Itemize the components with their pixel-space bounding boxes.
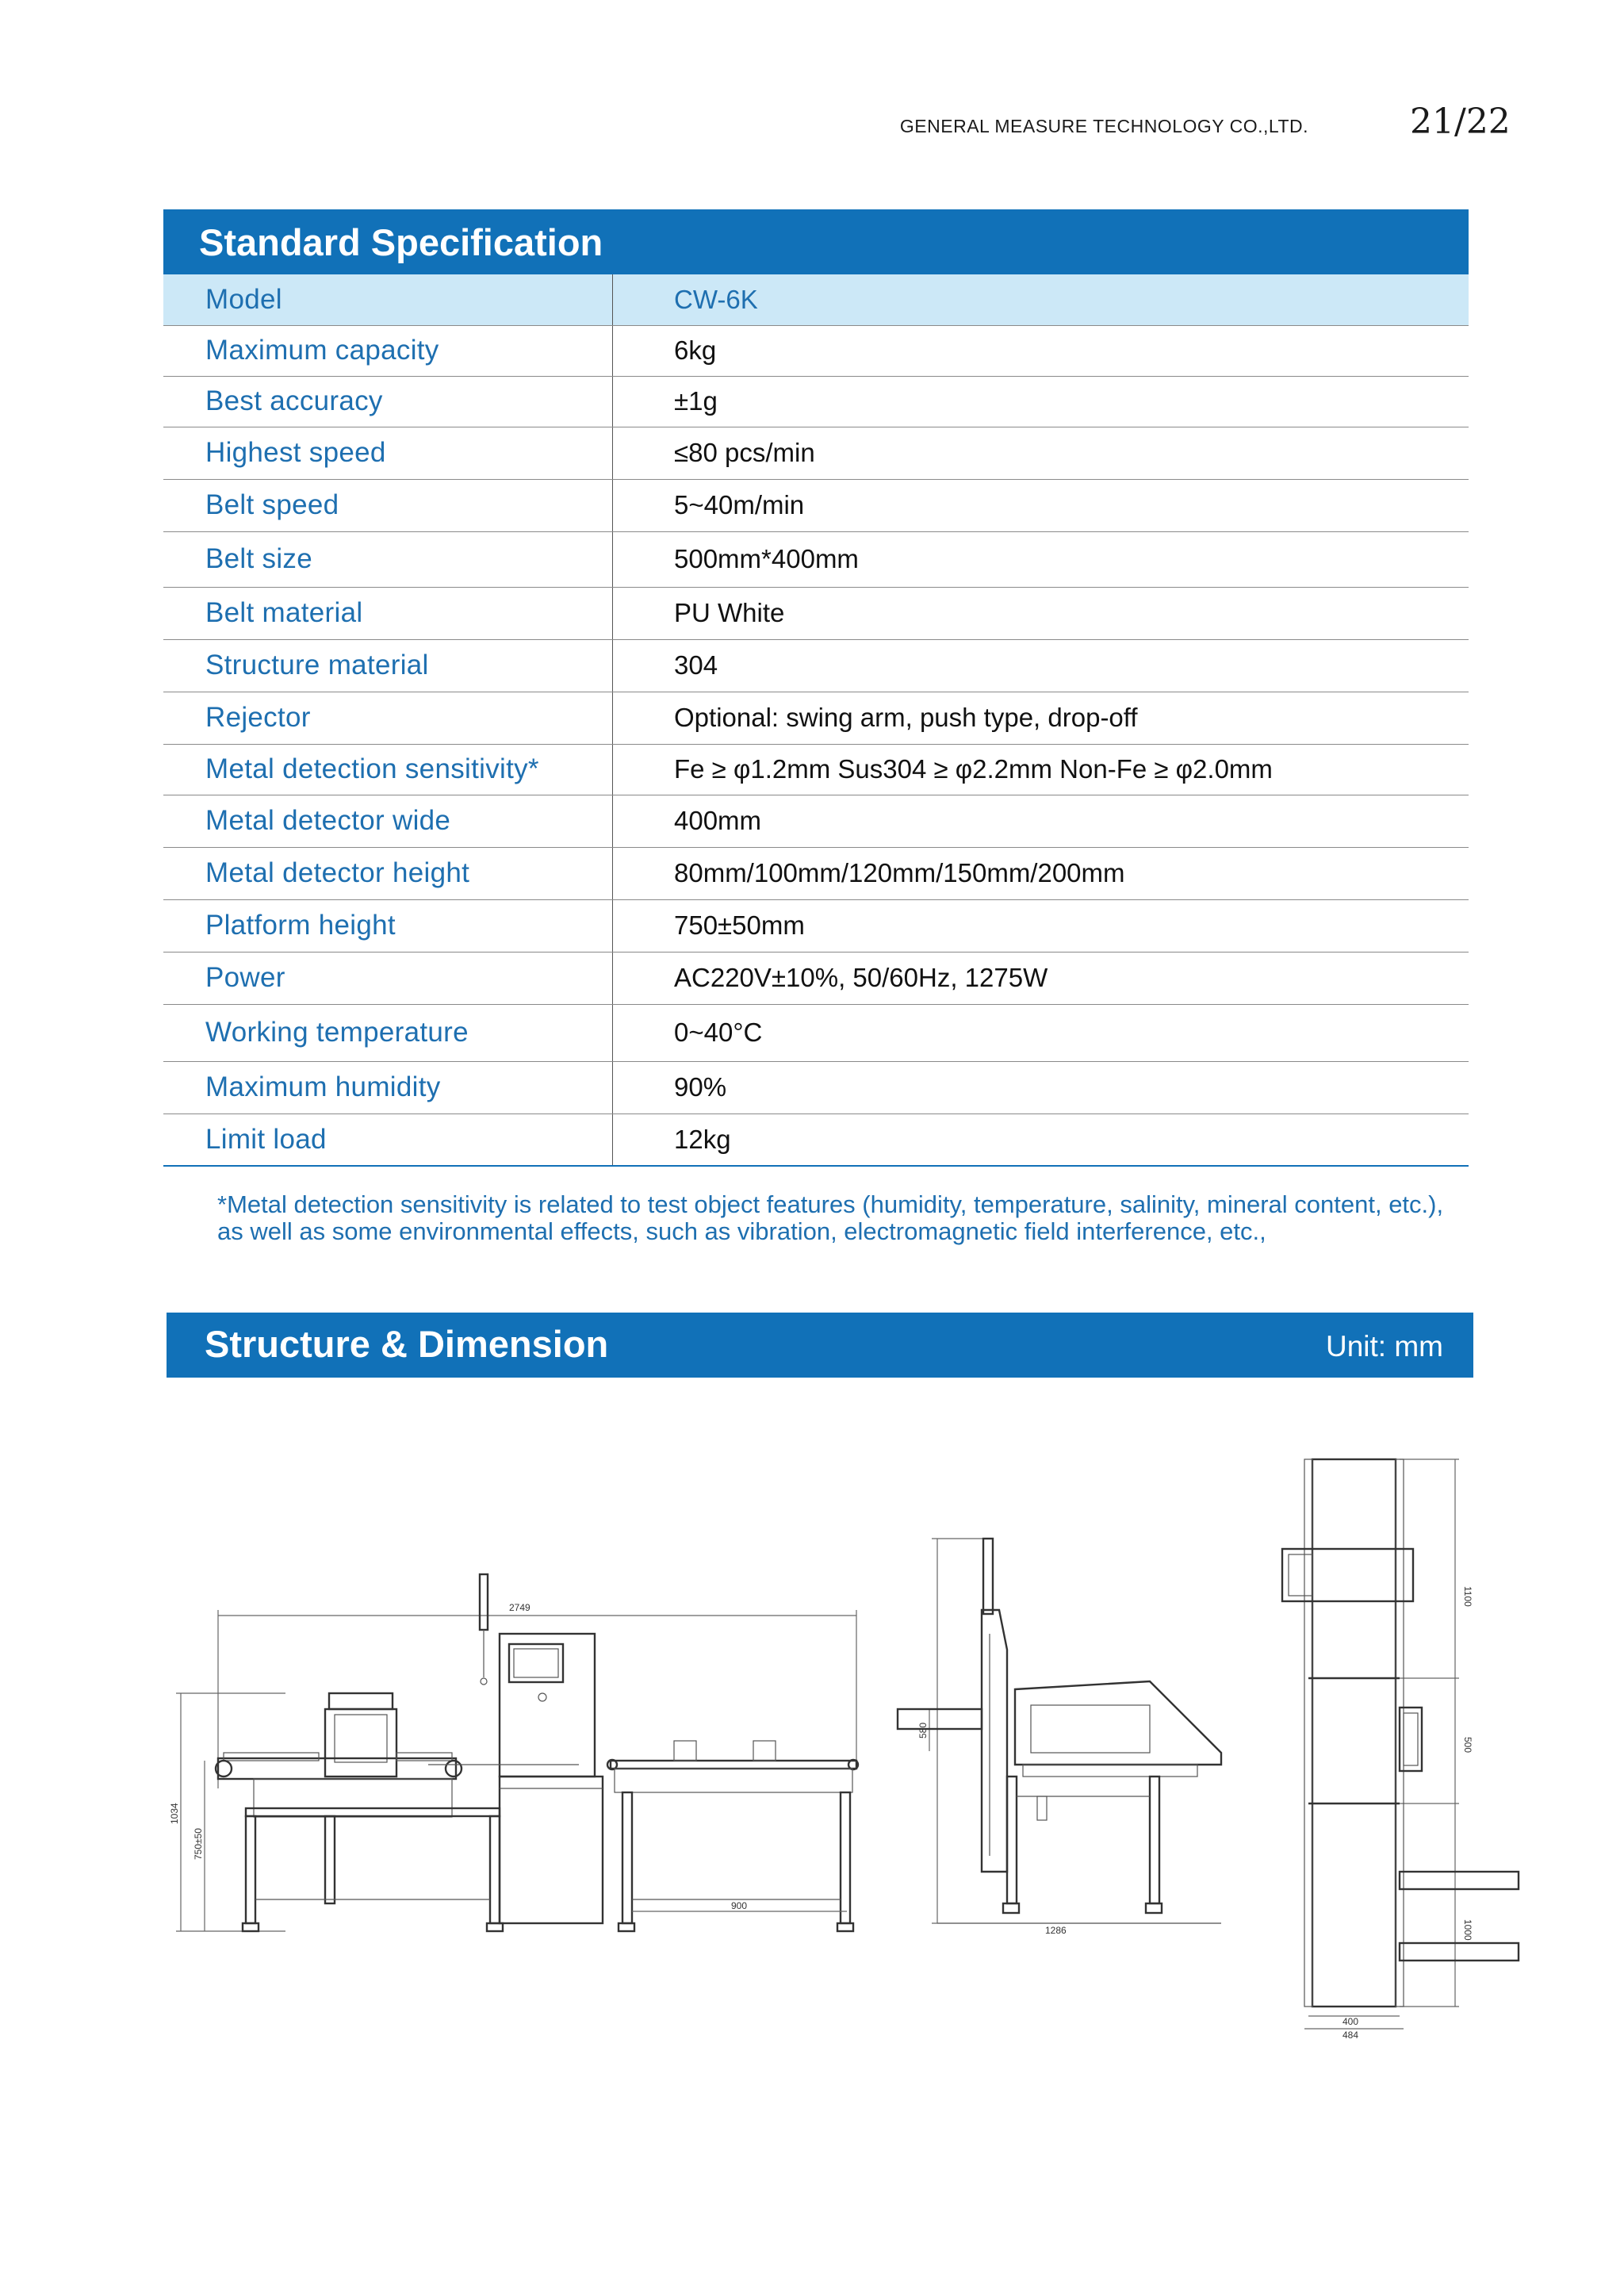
front-height-dim: 1034 bbox=[169, 1803, 180, 1824]
structure-section-header bbox=[167, 1313, 1473, 1378]
spec-label: Model bbox=[163, 274, 613, 325]
spec-table bbox=[163, 274, 1469, 1167]
side-panel-dim: 580 bbox=[917, 1722, 929, 1738]
spec-row bbox=[163, 531, 1469, 587]
spec-row bbox=[163, 795, 1469, 847]
spec-value: 400mm bbox=[613, 795, 1469, 847]
spec-label: Metal detector height bbox=[163, 847, 613, 899]
top-frame-width-dim: 484 bbox=[1342, 2030, 1359, 2041]
structure-unit-label: Unit: mm bbox=[1326, 1330, 1443, 1363]
spec-row bbox=[163, 952, 1469, 1004]
spec-label: Best accuracy bbox=[163, 376, 613, 427]
spec-row bbox=[163, 587, 1469, 639]
top-view-drawing bbox=[1241, 1443, 1526, 2062]
spec-row bbox=[163, 274, 1469, 325]
side-width-dim: 1286 bbox=[1045, 1925, 1067, 1936]
front-conveyor-dim: 900 bbox=[731, 1900, 748, 1911]
spec-value: PU White bbox=[613, 587, 1469, 639]
spec-value: 750±50mm bbox=[613, 899, 1469, 952]
front-length-dim: 2749 bbox=[509, 1602, 530, 1613]
spec-value: 6kg bbox=[613, 325, 1469, 376]
top-section1-dim: 1100 bbox=[1462, 1586, 1473, 1607]
spec-value: CW-6K bbox=[613, 274, 1469, 325]
spec-row bbox=[163, 692, 1469, 744]
side-view-drawing bbox=[888, 1523, 1237, 1935]
spec-value: Fe ≥ φ1.2mm Sus304 ≥ φ2.2mm Non-Fe ≥ φ2.0mm bbox=[613, 744, 1469, 795]
spec-label: Limit load bbox=[163, 1114, 613, 1166]
spec-value: 80mm/100mm/120mm/150mm/200mm bbox=[613, 847, 1469, 899]
spec-row bbox=[163, 1061, 1469, 1114]
spec-label: Belt size bbox=[163, 531, 613, 587]
spec-value: ±1g bbox=[613, 376, 1469, 427]
spec-value: 0~40°C bbox=[613, 1004, 1469, 1061]
spec-value: 500mm*400mm bbox=[613, 531, 1469, 587]
spec-label: Belt speed bbox=[163, 479, 613, 531]
spec-label: Maximum capacity bbox=[163, 325, 613, 376]
spec-label: Maximum humidity bbox=[163, 1061, 613, 1114]
spec-value: 5~40m/min bbox=[613, 479, 1469, 531]
spec-section-header bbox=[163, 209, 1469, 274]
spec-row bbox=[163, 899, 1469, 952]
spec-value: Optional: swing arm, push type, drop-off bbox=[613, 692, 1469, 744]
spec-value: 304 bbox=[613, 639, 1469, 692]
top-section3-dim: 1000 bbox=[1462, 1919, 1473, 1941]
spec-label: Belt material bbox=[163, 587, 613, 639]
top-belt-width-dim: 400 bbox=[1342, 2016, 1359, 2027]
spec-row bbox=[163, 1114, 1469, 1166]
spec-row bbox=[163, 479, 1469, 531]
spec-row bbox=[163, 376, 1469, 427]
top-section2-dim: 500 bbox=[1462, 1737, 1473, 1754]
spec-value: 12kg bbox=[613, 1114, 1469, 1166]
spec-row bbox=[163, 325, 1469, 376]
page-number: 21/22 bbox=[1410, 102, 1511, 142]
spec-row bbox=[163, 1004, 1469, 1061]
structure-section-title: Structure & Dimension bbox=[205, 1323, 609, 1365]
spec-section-title: Standard Specification bbox=[199, 221, 603, 263]
spec-label: Structure material bbox=[163, 639, 613, 692]
spec-footnote: *Metal detection sensitivity is related to test object features (humidity, temperature, salinity, mineral content, etc.), as well as some environmental effects, such as vibration, electromagnetic field interference, etc., bbox=[217, 1190, 1444, 1245]
spec-value: AC220V±10%, 50/60Hz, 1275W bbox=[613, 952, 1469, 1004]
spec-label: Metal detector wide bbox=[163, 795, 613, 847]
spec-row bbox=[163, 427, 1469, 479]
spec-value: 90% bbox=[613, 1061, 1469, 1114]
spec-label: Power bbox=[163, 952, 613, 1004]
spec-label: Metal detection sensitivity* bbox=[163, 744, 613, 795]
spec-label: Highest speed bbox=[163, 427, 613, 479]
spec-row bbox=[163, 744, 1469, 795]
front-view-drawing bbox=[167, 1550, 880, 1963]
spec-label: Platform height bbox=[163, 899, 613, 952]
front-platform-dim: 750±50 bbox=[193, 1828, 204, 1860]
spec-row bbox=[163, 639, 1469, 692]
spec-label: Rejector bbox=[163, 692, 613, 744]
spec-value: ≤80 pcs/min bbox=[613, 427, 1469, 479]
spec-label: Working temperature bbox=[163, 1004, 613, 1061]
spec-row bbox=[163, 847, 1469, 899]
header-company: GENERAL MEASURE TECHNOLOGY CO.,LTD. bbox=[899, 116, 1308, 136]
